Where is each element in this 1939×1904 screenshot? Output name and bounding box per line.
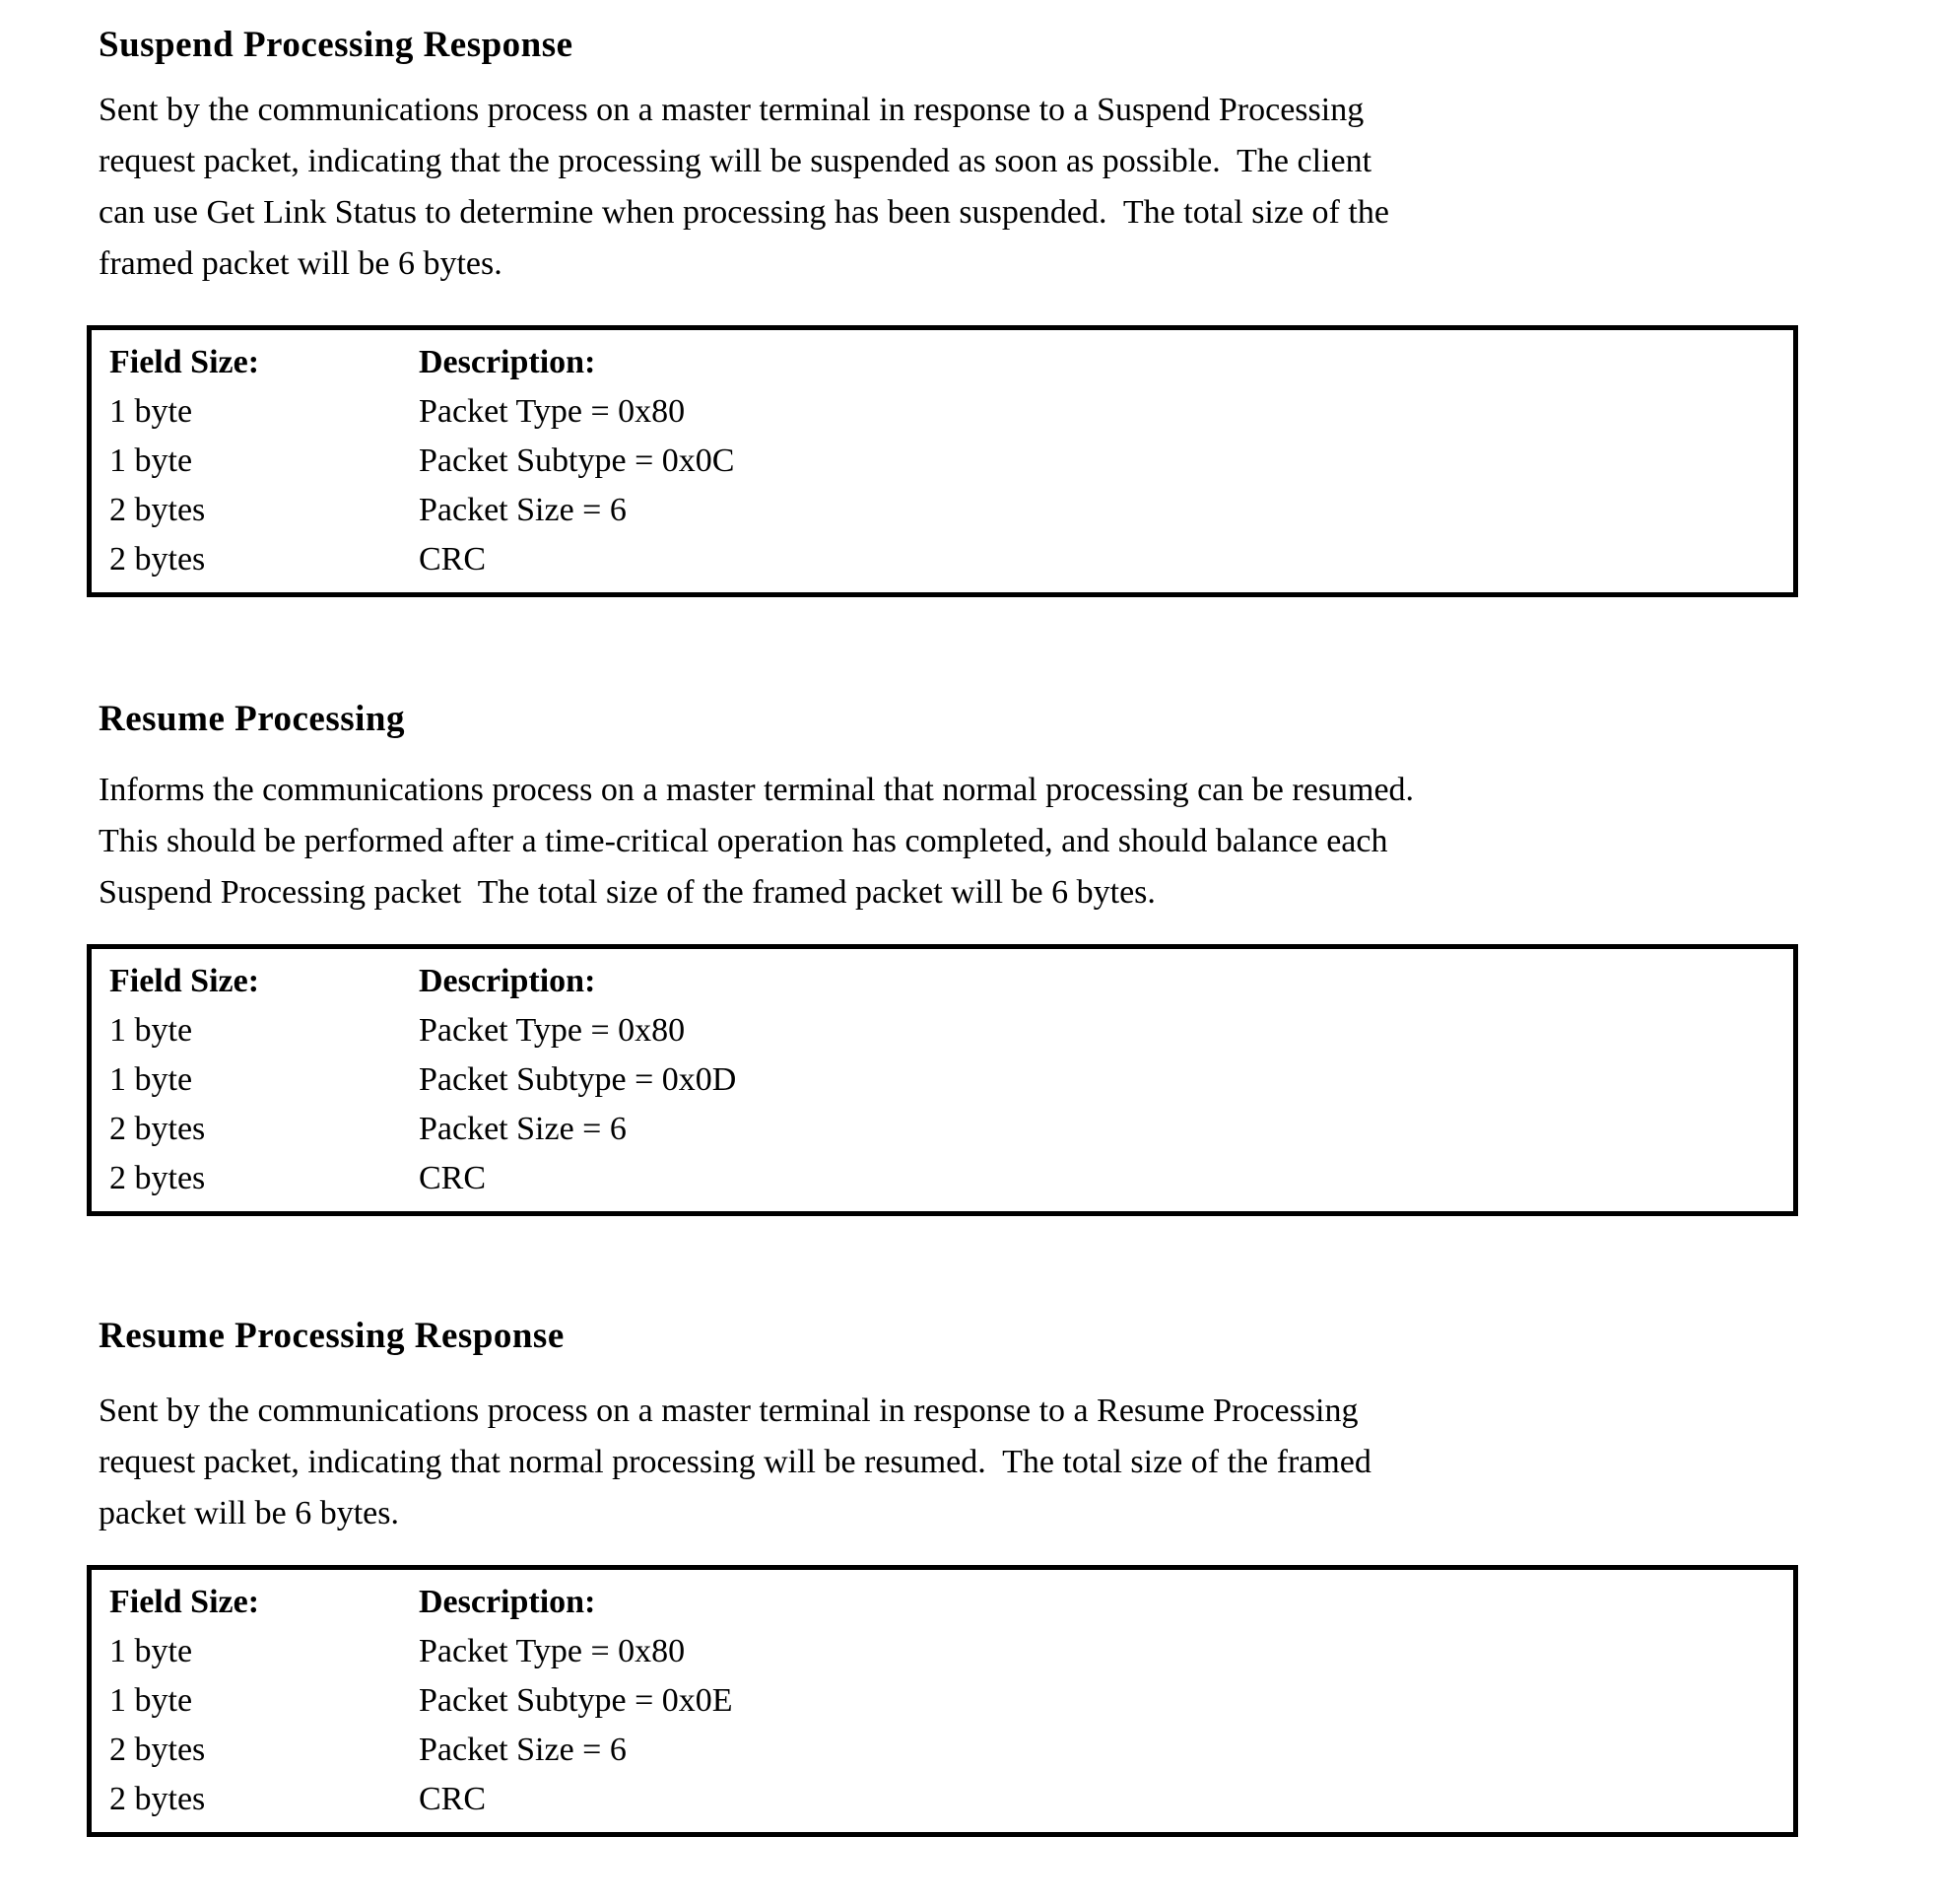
- section-paragraph: [99, 85, 1389, 290]
- paragraph-line: Sent by the communications process on a master terminal in response to a Resume Processing: [99, 1393, 1359, 1429]
- field-size-cell: 1 byte: [109, 1012, 193, 1049]
- table-row: [92, 1154, 1793, 1203]
- field-size-cell: 2 bytes: [109, 1111, 206, 1147]
- table-row: [92, 1105, 1793, 1154]
- description-cell: Packet Type = 0x80: [419, 1012, 686, 1049]
- description-cell: CRC: [419, 1781, 487, 1817]
- description-cell: CRC: [419, 1160, 487, 1196]
- table-header-row: [92, 338, 1793, 387]
- table-header-row: [92, 1578, 1793, 1627]
- description-cell: Packet Subtype = 0x0D: [419, 1061, 737, 1098]
- paragraph-line: This should be performed after a time-critical operation has completed, and should balance each: [99, 823, 1388, 859]
- paragraph-line: Sent by the communications process on a master terminal in response to a Suspend Processing: [99, 92, 1365, 128]
- table-row: [92, 1726, 1793, 1775]
- table-row: [92, 1676, 1793, 1726]
- description-cell: CRC: [419, 541, 487, 578]
- field-size-cell: 2 bytes: [109, 541, 206, 578]
- description-cell: Packet Type = 0x80: [419, 1633, 686, 1669]
- table-row: [92, 486, 1793, 535]
- paragraph-line: can use Get Link Status to determine when processing has been suspended. The total size of the: [99, 194, 1389, 231]
- paragraph-line: framed packet will be 6 bytes.: [99, 245, 502, 282]
- paragraph-line: request packet, indicating that normal processing will be resumed. The total size of the framed: [99, 1444, 1371, 1480]
- paragraph-line: packet will be 6 bytes.: [99, 1495, 399, 1531]
- description-cell: Packet Subtype = 0x0E: [419, 1682, 733, 1719]
- field-size-cell: 1 byte: [109, 1633, 193, 1669]
- field-size-cell: 2 bytes: [109, 1781, 206, 1817]
- table-row: [92, 1006, 1793, 1055]
- description-header: Description:: [419, 1584, 596, 1620]
- description-cell: Packet Size = 6: [419, 492, 627, 528]
- field-size-cell: 1 byte: [109, 442, 193, 479]
- paragraph-line: request packet, indicating that the processing will be suspended as soon as possible. The client: [99, 143, 1372, 179]
- field-size-cell: 2 bytes: [109, 1160, 206, 1196]
- field-size-cell: 1 byte: [109, 1682, 193, 1719]
- table-row: [92, 1055, 1793, 1105]
- field-size-cell: 1 byte: [109, 393, 193, 430]
- packet-field-table: [87, 1565, 1798, 1837]
- field-size-cell: 1 byte: [109, 1061, 193, 1098]
- table-row: [92, 437, 1793, 486]
- section-heading: Suspend Processing Response: [99, 25, 573, 65]
- table-row: [92, 1627, 1793, 1676]
- section-heading: Resume Processing Response: [99, 1316, 565, 1356]
- section-paragraph: [99, 1386, 1371, 1539]
- field-size-header: Field Size:: [109, 963, 260, 999]
- paragraph-line: Suspend Processing packet The total size of the framed packet will be 6 bytes.: [99, 874, 1156, 911]
- section-paragraph: [99, 765, 1414, 918]
- field-size-header: Field Size:: [109, 344, 260, 380]
- field-size-cell: 2 bytes: [109, 1732, 206, 1768]
- table-header-row: [92, 957, 1793, 1006]
- description-cell: Packet Subtype = 0x0C: [419, 442, 735, 479]
- field-size-cell: 2 bytes: [109, 492, 206, 528]
- description-cell: Packet Type = 0x80: [419, 393, 686, 430]
- field-size-header: Field Size:: [109, 1584, 260, 1620]
- table-row: [92, 1775, 1793, 1824]
- description-header: Description:: [419, 344, 596, 380]
- description-cell: Packet Size = 6: [419, 1732, 627, 1768]
- table-row: [92, 387, 1793, 437]
- section-heading: Resume Processing: [99, 699, 405, 739]
- description-header: Description:: [419, 963, 596, 999]
- description-cell: Packet Size = 6: [419, 1111, 627, 1147]
- table-row: [92, 535, 1793, 584]
- packet-field-table: [87, 944, 1798, 1216]
- packet-field-table: [87, 325, 1798, 597]
- paragraph-line: Informs the communications process on a master terminal that normal processing can be resumed.: [99, 772, 1415, 808]
